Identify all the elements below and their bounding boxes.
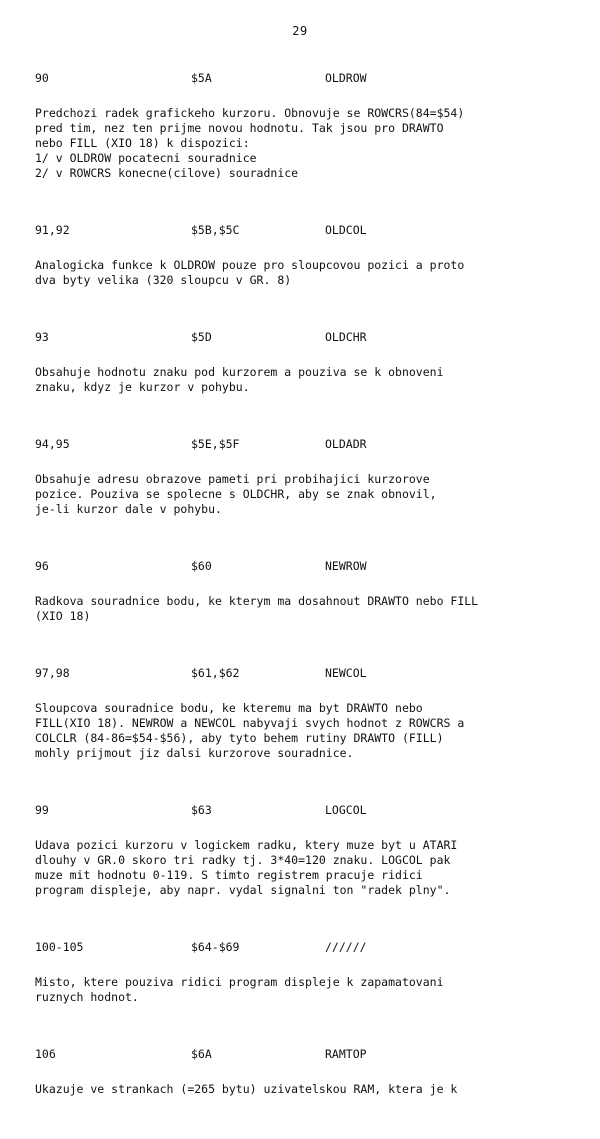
hex-address: $5A	[191, 71, 212, 85]
entry-description	[35, 106, 567, 181]
entry-oldcol	[35, 223, 567, 288]
entry-newcol	[35, 666, 567, 761]
description-line: 2/ v ROWCRS konecne(cilove) souradnice	[35, 166, 299, 180]
entry-header	[35, 437, 567, 453]
description-line: Radkova souradnice bodu, ke kterym ma dosahnout DRAWTO nebo FILL	[35, 594, 479, 608]
decimal-address: 97,98	[35, 666, 70, 680]
entry-description	[35, 975, 567, 1005]
description-line: 1/ v OLDROW pocatecni souradnice	[35, 151, 257, 165]
entry-header	[35, 1047, 567, 1063]
entry-header	[35, 666, 567, 682]
entry-description	[35, 594, 567, 624]
description-line: dlouhy v GR.0 skoro tri radky tj. 3*40=120 znaku. LOGCOL pak	[35, 853, 451, 867]
register-name: //////	[325, 940, 367, 954]
hex-address: $61,$62	[191, 666, 240, 680]
hex-address: $5D	[191, 330, 212, 344]
entry-header	[35, 330, 567, 346]
description-line: pozice. Pouziva se spolecne s OLDCHR, aby se znak obnovil,	[35, 487, 437, 501]
description-line: FILL(XIO 18). NEWROW a NEWCOL nabyvaji svych hodnot z ROWCRS a	[35, 716, 465, 730]
hex-address: $6A	[191, 1047, 212, 1061]
register-name: OLDCOL	[325, 223, 367, 237]
entry-ramtop	[35, 1047, 567, 1097]
description-line: pred tim, nez ten prijme novou hodnotu. Tak jsou pro DRAWTO	[35, 121, 444, 135]
description-line: ruznych hodnot.	[35, 990, 139, 1004]
description-line: Obsahuje adresu obrazove pameti pri probihajici kurzorove	[35, 472, 430, 486]
description-line: znaku, kdyz je kurzor v pohybu.	[35, 380, 250, 394]
description-line: program displeje, aby napr. vydal signalni ton "radek plny".	[35, 883, 451, 897]
entry-header	[35, 803, 567, 819]
decimal-address: 96	[35, 559, 49, 573]
decimal-address: 106	[35, 1047, 56, 1061]
description-line: Predchozi radek grafickeho kurzoru. Obnovuje se ROWCRS(84=$54)	[35, 106, 465, 120]
entry-display-scratch	[35, 940, 567, 1005]
entry-oldchr	[35, 330, 567, 395]
hex-address: $5E,$5F	[191, 437, 240, 451]
description-line: dva byty velika (320 sloupcu v GR. 8)	[35, 273, 292, 287]
decimal-address: 91,92	[35, 223, 70, 237]
entry-description	[35, 1082, 567, 1097]
entry-oldadr	[35, 437, 567, 517]
description-line: COLCLR (84-86=$54-$56), aby tyto behem rutiny DRAWTO (FILL)	[35, 731, 444, 745]
hex-address: $5B,$5C	[191, 223, 240, 237]
hex-address: $64-$69	[191, 940, 240, 954]
entry-header	[35, 559, 567, 575]
description-line: je-li kurzor dale v pohybu.	[35, 502, 222, 516]
description-line: Sloupcova souradnice bodu, ke kteremu ma byt DRAWTO nebo	[35, 701, 423, 715]
memory-location-list	[35, 71, 567, 1139]
hex-address: $63	[191, 803, 212, 817]
description-line: Analogicka funkce k OLDROW pouze pro sloupcovou pozici a proto	[35, 258, 465, 272]
entry-description	[35, 838, 567, 898]
entry-description	[35, 258, 567, 288]
entry-description	[35, 365, 567, 395]
decimal-address: 99	[35, 803, 49, 817]
register-name: RAMTOP	[325, 1047, 367, 1061]
decimal-address: 94,95	[35, 437, 70, 451]
register-name: NEWROW	[325, 559, 367, 573]
description-line: nebo FILL (XIO 18) k dispozici:	[35, 136, 250, 150]
entry-description	[35, 701, 567, 761]
description-line: mohly prijmout jiz dalsi kurzorove souradnice.	[35, 746, 354, 760]
description-line: Misto, ktere pouziva ridici program displeje k zapamatovani	[35, 975, 444, 989]
register-name: LOGCOL	[325, 803, 367, 817]
entry-oldrow	[35, 71, 567, 181]
entry-logcol	[35, 803, 567, 898]
register-name: OLDADR	[325, 437, 367, 451]
page-number: 29	[292, 24, 308, 38]
register-name: OLDCHR	[325, 330, 367, 344]
entry-header	[35, 940, 567, 956]
entry-header	[35, 223, 567, 239]
description-line: Obsahuje hodnotu znaku pod kurzorem a pouziva se k obnoveni	[35, 365, 444, 379]
description-line: Ukazuje ve strankach (=265 bytu) uzivatelskou RAM, ktera je k	[35, 1082, 458, 1096]
register-name: NEWCOL	[325, 666, 367, 680]
entry-description	[35, 472, 567, 517]
entry-header	[35, 71, 567, 87]
entry-newrow	[35, 559, 567, 624]
description-line: muze mit hodnotu 0-119. S timto registrem pracuje ridici	[35, 868, 423, 882]
description-line: (XIO 18)	[35, 609, 91, 623]
description-line: Udava pozici kurzoru v logickem radku, ktery muze byt u ATARI	[35, 838, 458, 852]
hex-address: $60	[191, 559, 212, 573]
decimal-address: 93	[35, 330, 49, 344]
decimal-address: 100-105	[35, 940, 84, 954]
decimal-address: 90	[35, 71, 49, 85]
register-name: OLDROW	[325, 71, 367, 85]
